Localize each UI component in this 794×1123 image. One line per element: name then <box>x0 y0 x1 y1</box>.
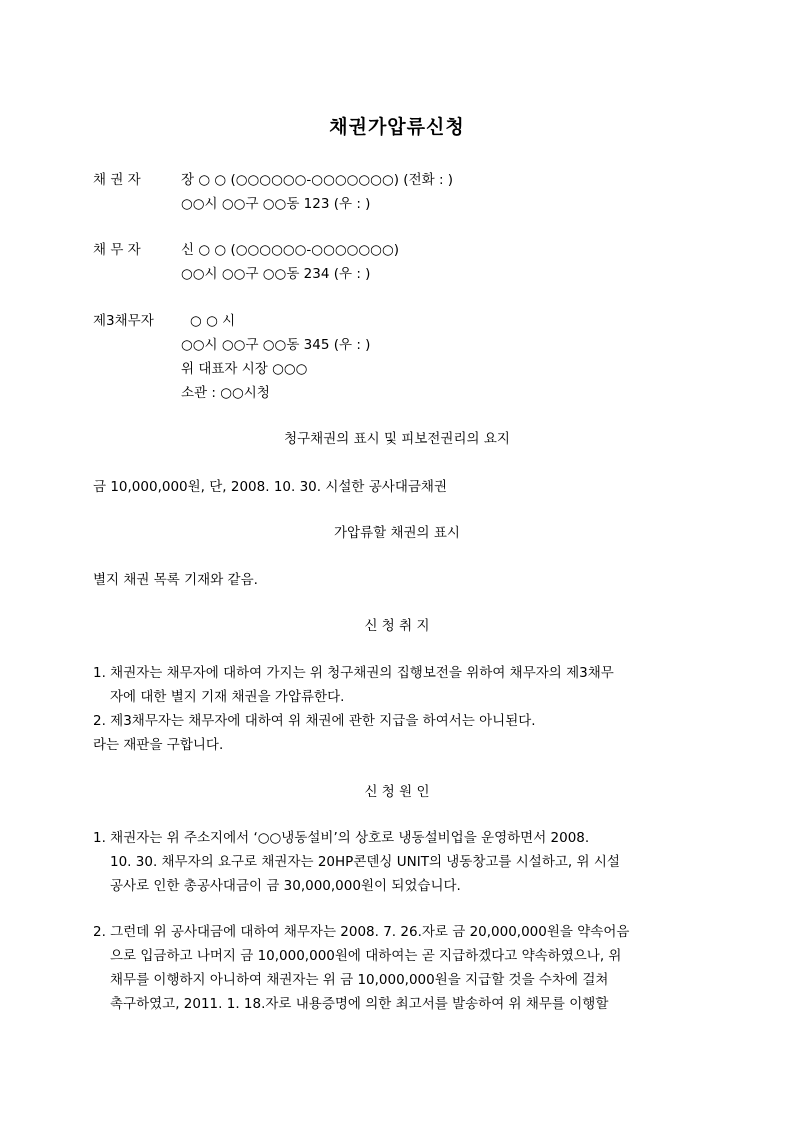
debtor-label: 채 무 자 <box>93 242 141 258</box>
seize-heading: 가압류할 채권의 표시 <box>334 525 460 541</box>
third-debtor-name-line: ○ ○ 시 <box>190 313 236 329</box>
debtor-name-line: 신 ○ ○ (○○○○○○-○○○○○○○) <box>181 242 400 258</box>
claim-heading: 청구채권의 표시 및 피보전권리의 요지 <box>284 431 510 447</box>
cause-item2-line1: 2. 그런데 위 공사대금에 대하여 채무자는 2008. 7. 26.자로 금 20,000,000원을 약속어음 <box>93 924 630 940</box>
purpose-item1-line2: 자에 대한 별지 기재 채권을 가압류한다. <box>110 689 345 705</box>
debtor-address-line: ○○시 ○○구 ○○동 234 (우 : ) <box>181 266 371 282</box>
cause-item1-line1: 1. 채권자는 위 주소지에서 ‘○○냉동설비’의 상호로 냉동설비업을 운영하면서 2008. <box>93 830 590 846</box>
creditor-name-line: 장 ○ ○ (○○○○○○-○○○○○○○) (전화 : ) <box>181 172 454 188</box>
purpose-closing: 라는 재판을 구합니다. <box>93 737 224 753</box>
cause-item2-line4: 촉구하였고, 2011. 1. 18.자로 내용증명에 의한 최고서를 발송하여 위 채무를 이행할 <box>110 996 609 1012</box>
cause-item2-line3: 채무를 이행하지 아니하여 채권자는 위 금 10,000,000원을 지급할 것을 수차에 걸쳐 <box>110 972 609 988</box>
purpose-item1-line1: 1. 채권자는 채무자에 대하여 가지는 위 청구채권의 집행보전을 위하여 채무자의 제3채무 <box>93 665 614 681</box>
creditor-label: 채 권 자 <box>93 172 141 188</box>
purpose-item2: 2. 제3채무자는 채무자에 대하여 위 채권에 관한 지급을 하여서는 아니된다. <box>93 713 536 729</box>
cause-item1-line3: 공사로 인한 총공사대금이 금 30,000,000원이 되었습니다. <box>110 878 461 894</box>
claim-text: 금 10,000,000원, 단, 2008. 10. 30. 시설한 공사대금채권 <box>93 479 447 495</box>
purpose-heading: 신 청 취 지 <box>364 618 430 634</box>
third-debtor-label: 제3채무자 <box>93 313 154 329</box>
document-title: 채권가압류신청 <box>329 116 465 138</box>
creditor-address-line: ○○시 ○○구 ○○동 123 (우 : ) <box>181 196 371 212</box>
third-debtor-representative-line: 위 대표자 시장 ○○○ <box>181 361 308 377</box>
third-debtor-address-line: ○○시 ○○구 ○○동 345 (우 : ) <box>181 337 371 353</box>
cause-item2-line2: 으로 입금하고 나머지 금 10,000,000원에 대하여는 곧 지급하겠다고 약속하였으나, 위 <box>110 948 622 964</box>
cause-item1-line2: 10. 30. 채무자의 요구로 채권자는 20HP콘덴싱 UNIT의 냉동창고를 시설하고, 위 시설 <box>110 854 620 870</box>
cause-heading: 신 청 원 인 <box>364 784 430 800</box>
third-debtor-jurisdiction-line: 소관 : ○○시청 <box>181 385 270 401</box>
seize-text: 별지 채권 목록 기재와 같음. <box>93 572 258 588</box>
